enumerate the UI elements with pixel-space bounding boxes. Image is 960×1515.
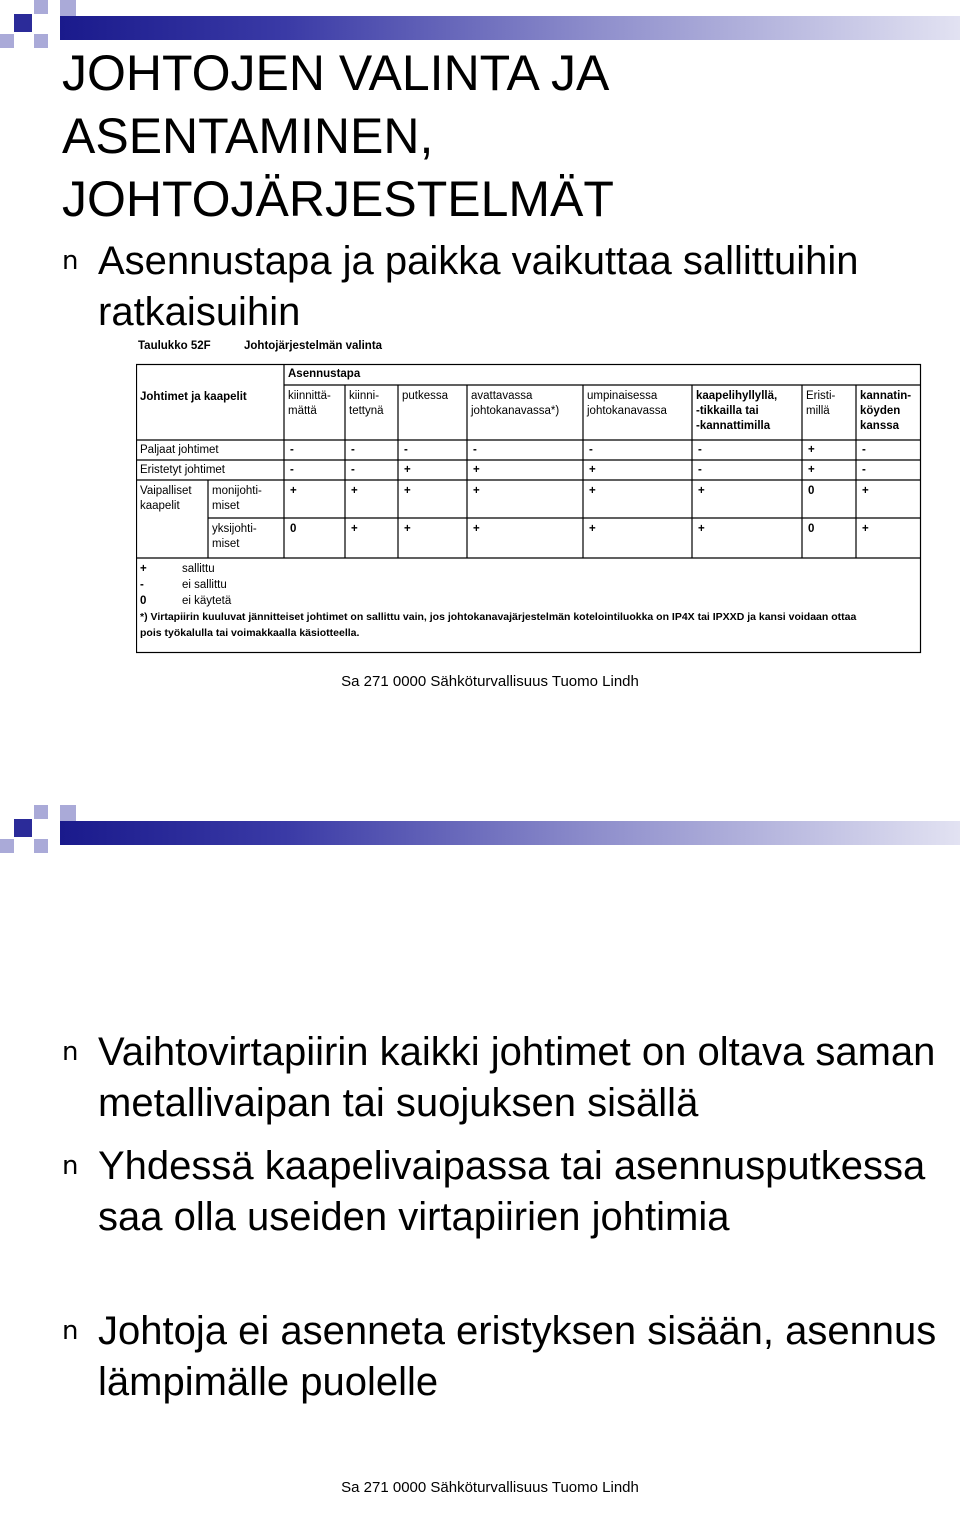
deco-square-light xyxy=(34,0,48,14)
table-cell: 0 xyxy=(808,485,815,497)
deco-square-dark xyxy=(14,14,32,32)
column-header: kiinni- tettynä xyxy=(349,390,384,417)
table-cell: + xyxy=(404,485,411,497)
table-cell: + xyxy=(473,485,480,497)
table-cell: - xyxy=(351,464,355,476)
slide-title: JOHTOJEN VALINTA JA ASENTAMINEN, JOHTOJÄRJESTELMÄT xyxy=(62,45,614,227)
table-cell: + xyxy=(589,485,596,497)
bullet-marker: n xyxy=(62,246,79,276)
bullet-marker: n xyxy=(62,1316,79,1346)
table-cell: - xyxy=(351,444,355,456)
column-header: kaapelihyllyllä, -tikkailla tai -kannattimilla xyxy=(696,390,778,432)
deco-square-light xyxy=(0,839,14,853)
legend-symbol: + xyxy=(140,563,147,575)
table-cell: + xyxy=(351,485,358,497)
row-sublabel: monijohti- miset xyxy=(212,485,262,512)
bullet-marker: n xyxy=(62,1151,79,1181)
legend-symbol: 0 xyxy=(140,595,147,607)
header-gradient-bar xyxy=(60,16,960,40)
table-cell: - xyxy=(290,444,294,456)
table-cell: + xyxy=(698,485,705,497)
table-cell: - xyxy=(589,444,593,456)
table-cell: - xyxy=(473,444,477,456)
row-label: Paljaat johtimet xyxy=(140,444,219,456)
table-cell: - xyxy=(862,444,866,456)
row-label: Vaipalliset kaapelit xyxy=(140,485,192,512)
header-gradient-bar xyxy=(60,821,960,845)
table-cell: + xyxy=(404,464,411,476)
deco-square-light xyxy=(60,805,76,821)
slide-header-decoration xyxy=(0,805,960,865)
column-header: avattavassa johtokanavassa*) xyxy=(471,390,560,417)
deco-square-dark xyxy=(14,819,32,837)
table-cell: + xyxy=(698,523,705,535)
row-header-label: Johtimet ja kaapelit xyxy=(140,391,247,403)
bullet-text: Vaihtovirtapiirin kaikki johtimet on oltava saman metallivaipan tai suojuksen sisällä xyxy=(98,1030,936,1125)
column-header: putkessa xyxy=(402,390,449,402)
table-cell: + xyxy=(473,523,480,535)
table-cell: + xyxy=(589,523,596,535)
column-header: umpinaisessa johtokanavassa xyxy=(587,390,667,417)
table-cell: + xyxy=(862,485,869,497)
column-header: Eristi- millä xyxy=(806,390,836,417)
deco-square-light xyxy=(34,34,48,48)
deco-square-light xyxy=(0,34,14,48)
table-cell: + xyxy=(290,485,297,497)
column-header: kiinnittä- mättä xyxy=(288,390,331,417)
legend-text: sallittu xyxy=(182,563,215,575)
row-label: Eristetyt johtimet xyxy=(140,464,225,476)
table-footnote-line1: *) Virtapiirin kuuluvat jännitteiset johtimet on sallittu vain, jos johtokanavajärjestelmän kotelointiluokka on IP4X tai IPXXD ja kansi voidaan ottaa xyxy=(140,611,857,623)
legend-text: ei käytetä xyxy=(182,595,232,607)
slide-footer: Sa 271 0000 Sähköturvallisuus Tuomo Lindh xyxy=(341,673,639,690)
legend-symbol: - xyxy=(140,579,144,591)
deco-square-light xyxy=(34,839,48,853)
table-cell: + xyxy=(862,523,869,535)
deco-square-light xyxy=(60,0,76,16)
column-header: kannatin- köyden kanssa xyxy=(860,390,912,432)
table-cell: + xyxy=(351,523,358,535)
table-cell: 0 xyxy=(290,523,297,535)
bullet-text: Asennustapa ja paikka vaikuttaa sallittuihin ratkaisuihin xyxy=(98,239,859,334)
table-cell: - xyxy=(698,444,702,456)
bullet-text: Johtoja ei asenneta eristyksen sisään, asennus lämpimälle puolelle xyxy=(98,1309,937,1404)
table-cell: + xyxy=(404,523,411,535)
table-cell: + xyxy=(808,444,815,456)
column-group-header: Asennustapa xyxy=(288,368,361,380)
table-cell: - xyxy=(862,464,866,476)
bullet-marker: n xyxy=(62,1037,79,1067)
table-caption-number: Taulukko 52F xyxy=(138,340,211,352)
table-cell: - xyxy=(404,444,408,456)
table-cell: - xyxy=(698,464,702,476)
deco-square-light xyxy=(34,805,48,819)
slide-footer: Sa 271 0000 Sähköturvallisuus Tuomo Lindh xyxy=(341,1479,639,1496)
table-cell: 0 xyxy=(808,523,815,535)
wiring-system-table xyxy=(136,340,922,654)
table-caption-title: Johtojärjestelmän valinta xyxy=(244,340,383,352)
table-cell: + xyxy=(473,464,480,476)
table-cell: + xyxy=(589,464,596,476)
row-sublabel: yksijohti- miset xyxy=(212,523,257,550)
table-cell: + xyxy=(808,464,815,476)
bullet-text: Yhdessä kaapelivaipassa tai asennusputkessa saa olla useiden virtapiirien johtimia xyxy=(98,1144,926,1239)
legend-text: ei sallittu xyxy=(182,579,227,591)
table-footnote-line2: pois työkalulla tai voimakkaalla käsiotteella. xyxy=(140,627,360,639)
table-cell: - xyxy=(290,464,294,476)
